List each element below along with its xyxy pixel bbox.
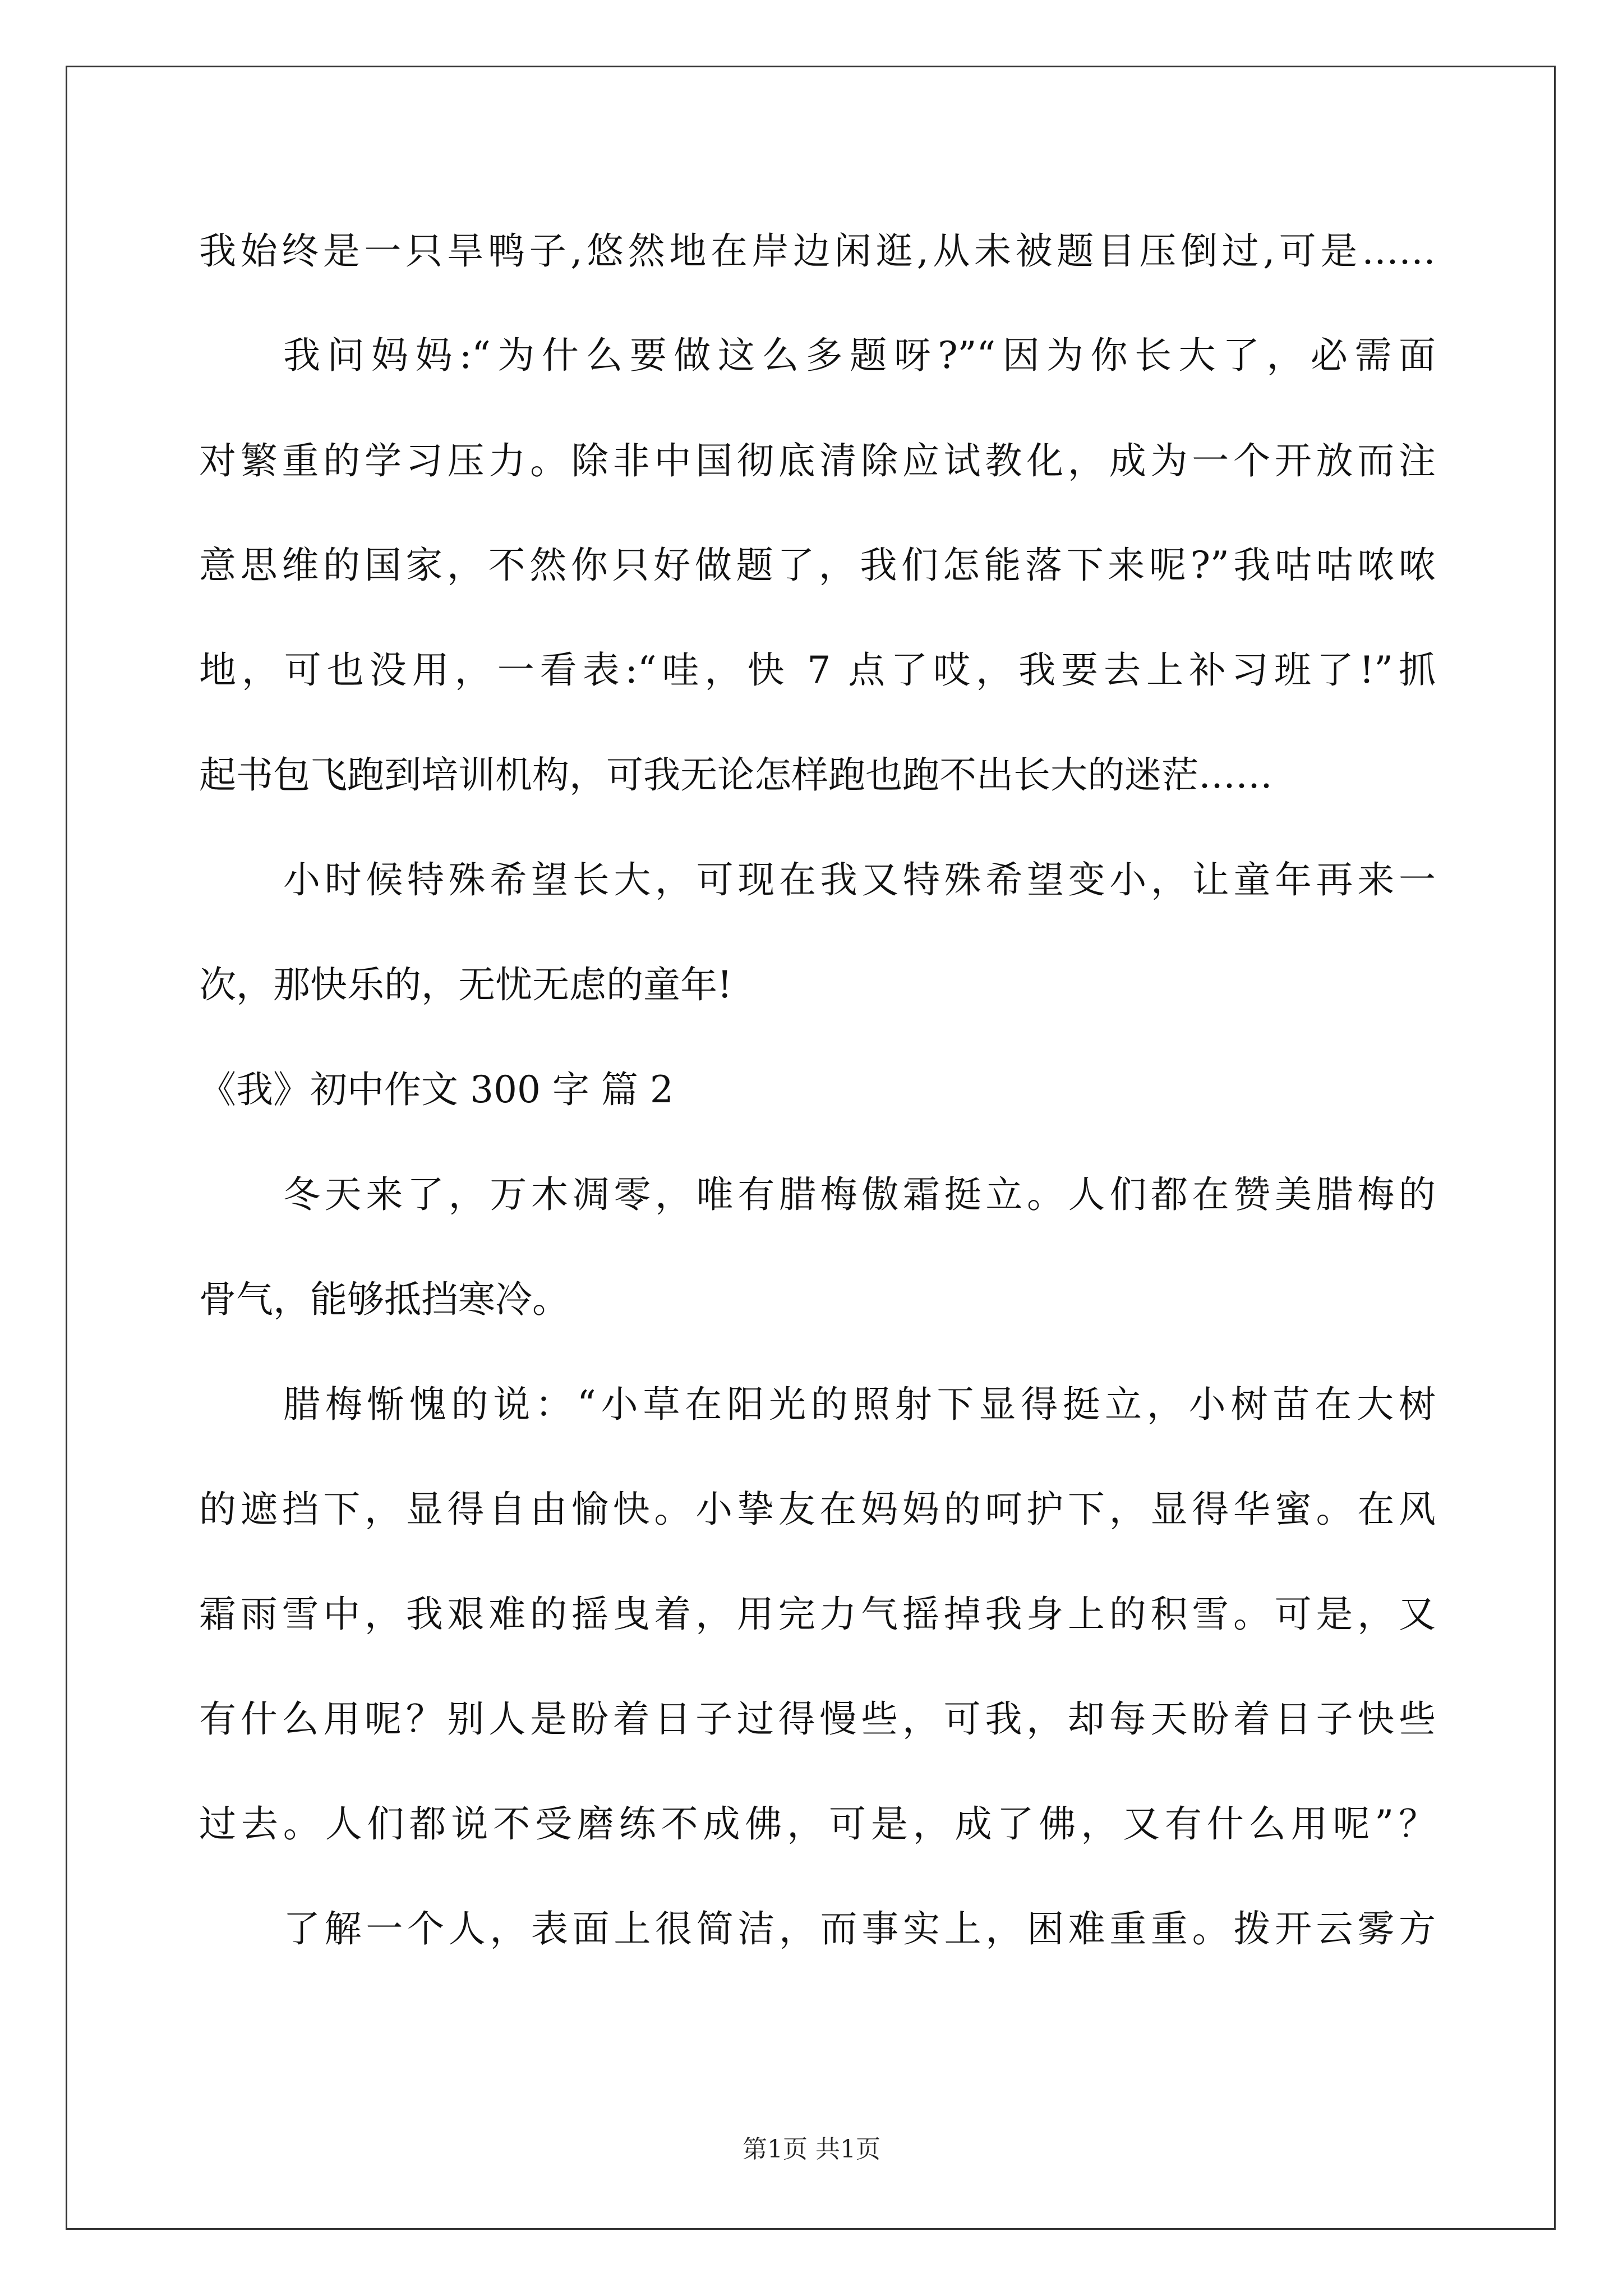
page-footer: 第1页 共1页 — [743, 2135, 880, 2164]
body-line: 的遮挡下，显得自由愉快。小挚友在妈妈的呵护下，显得华蜜。在风 — [199, 1488, 1436, 1531]
body-line: 有什么用呢？别人是盼着日子过得慢些，可我，却每天盼着日子快些 — [199, 1697, 1436, 1741]
body-line: 腊梅惭愧的说：“小草在阳光的照射下显得挺立，小树苗在大树 — [283, 1383, 1436, 1426]
body-line: 冬天来了，万木凋零，唯有腊梅傲霜挺立。人们都在赞美腊梅的 — [283, 1173, 1436, 1216]
body-line: 对繁重的学习压力。除非中国彻底清除应试教化，成为一个开放而注 — [199, 439, 1436, 482]
body-line: 小时候特殊希望长大，可现在我又特殊希望变小，让童年再来一 — [283, 858, 1436, 901]
body-line: 次，那快乐的，无忧无虑的童年! — [199, 963, 732, 1006]
section-heading: 《我》初中作文 300 字 篇 2 — [199, 1068, 674, 1111]
body-line: 我问妈妈:“为什么要做这么多题呀?”“因为你长大了，必需面 — [283, 334, 1436, 377]
body-line: 过去。人们都说不受磨练不成佛，可是，成了佛，又有什么用呢”？ — [199, 1802, 1436, 1846]
body-line: 我始终是一只旱鸭子,悠然地在岸边闲逛,从未被题目压倒过,可是…… — [199, 229, 1436, 273]
body-line: 意思维的国家，不然你只好做题了，我们怎能落下来呢?”我咕咕哝哝 — [199, 544, 1436, 587]
body-line: 霜雨雪中，我艰难的摇曳着，用完力气摇掉我身上的积雪。可是，又 — [199, 1593, 1436, 1636]
body-line: 了解一个人，表面上很简洁，而事实上，困难重重。拨开云雾方 — [283, 1907, 1436, 1950]
body-line: 骨气，能够抵挡寒冷。 — [199, 1278, 569, 1321]
body-line: 地，可也没用，一看表:“哇，快 7 点了哎，我要去上补习班了!”抓 — [199, 648, 1436, 692]
body-line: 起书包飞跑到培训机构，可我无论怎样跑也跑不出长大的迷茫…… — [199, 753, 1272, 797]
